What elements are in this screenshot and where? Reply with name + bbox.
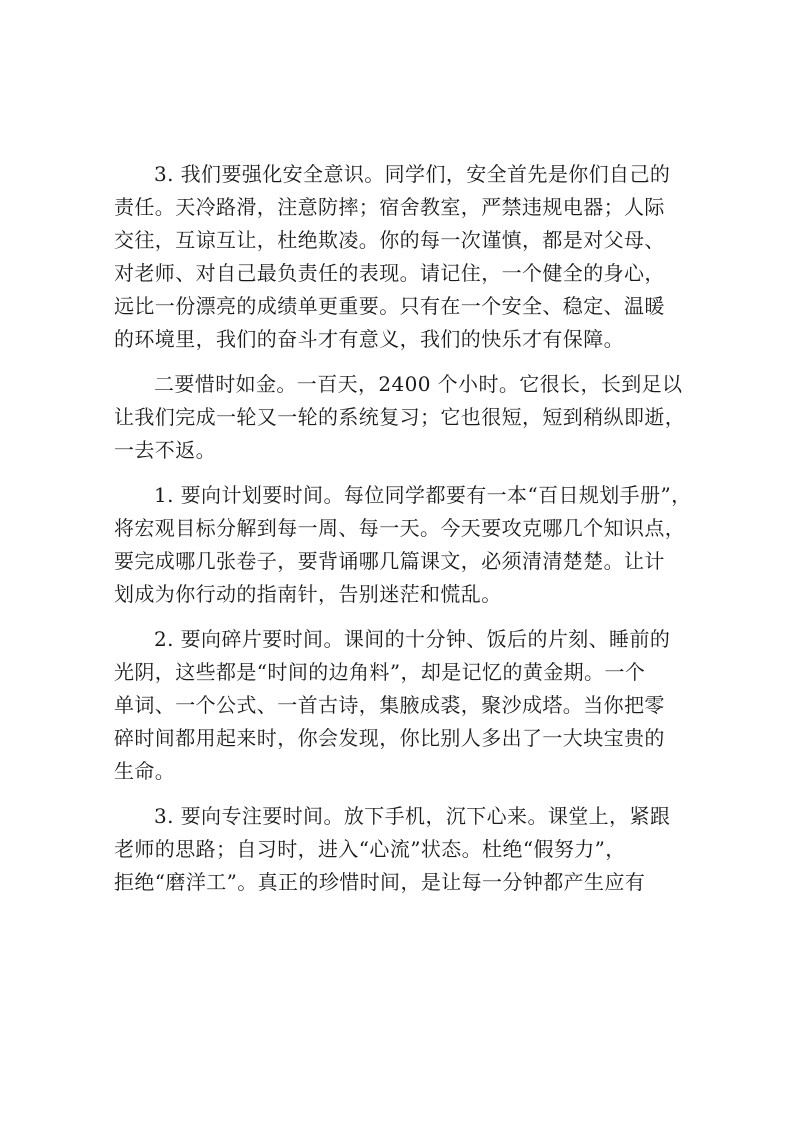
text-line: 1. 要向计划要时间。每位同学都要有一本“百日规划手册”， [154, 483, 692, 507]
text-line: 一去不返。 [114, 438, 216, 462]
text-line: 对老师、对自己最负责任的表现。请记住，一个健全的身心， [114, 261, 665, 285]
paragraph-time-from-planning [114, 479, 692, 611]
text-line: 远比一份漂亮的成绩单更重要。只有在一个安全、稳定、温暖 [114, 294, 665, 318]
paragraph-cherish-time [114, 368, 686, 467]
text-line: 交往，互谅互让，杜绝欺凌。你的每一次谨慎，都是对父母、 [114, 228, 665, 252]
text-line: 划成为你行动的指南针，告别迷茫和慌乱。 [114, 582, 502, 606]
text-line: 3. 我们要强化安全意识。同学们，安全首先是你们自己的 [154, 162, 671, 186]
text-line: 光阴，这些都是“时间的边角料”，却是记忆的黄金期。一个 [114, 660, 646, 684]
text-line: 让我们完成一轮又一轮的系统复习；它也很短，短到稍纵即逝， [114, 405, 686, 429]
text-line: 单词、一个公式、一首古诗，集腋成裘，聚沙成塔。当你把零 [114, 693, 665, 717]
paragraph-time-from-fragments [114, 623, 686, 788]
text-line: 二要惜时如金。一百天，2400 个小时。它很长，长到足以 [154, 372, 683, 396]
text-line: 责任。天冷路滑，注意防摔；宿舍教室，严禁违规电器；人际 [114, 195, 665, 219]
text-line: 老师的思路；自习时，进入“心流”状态。杜绝“假努力”， [114, 837, 626, 861]
paragraph-safety-awareness [114, 158, 686, 356]
paragraph-time-from-focus [114, 800, 686, 899]
text-line: 碎时间都用起来时，你会发现，你比别人多出了一大块宝贵的 [114, 726, 665, 750]
document-body [114, 158, 692, 911]
text-line: 的环境里，我们的奋斗才有意义，我们的快乐才有保障。 [114, 327, 624, 351]
text-line: 要完成哪几张卷子，要背诵哪几篇课文，必须清清楚楚。让计 [114, 549, 665, 573]
text-line: 将宏观目标分解到每一周、每一天。今天要攻克哪几个知识点， [114, 516, 686, 540]
text-line: 生命。 [114, 759, 176, 783]
text-line: 3. 要向专注要时间。放下手机，沉下心来。课堂上，紧跟 [154, 804, 671, 828]
text-line: 拒绝“磨洋工”。真正的珍惜时间，是让每一分钟都产生应有 [114, 870, 646, 894]
text-line: 2. 要向碎片要时间。课间的十分钟、饭后的片刻、睡前的 [154, 627, 671, 651]
